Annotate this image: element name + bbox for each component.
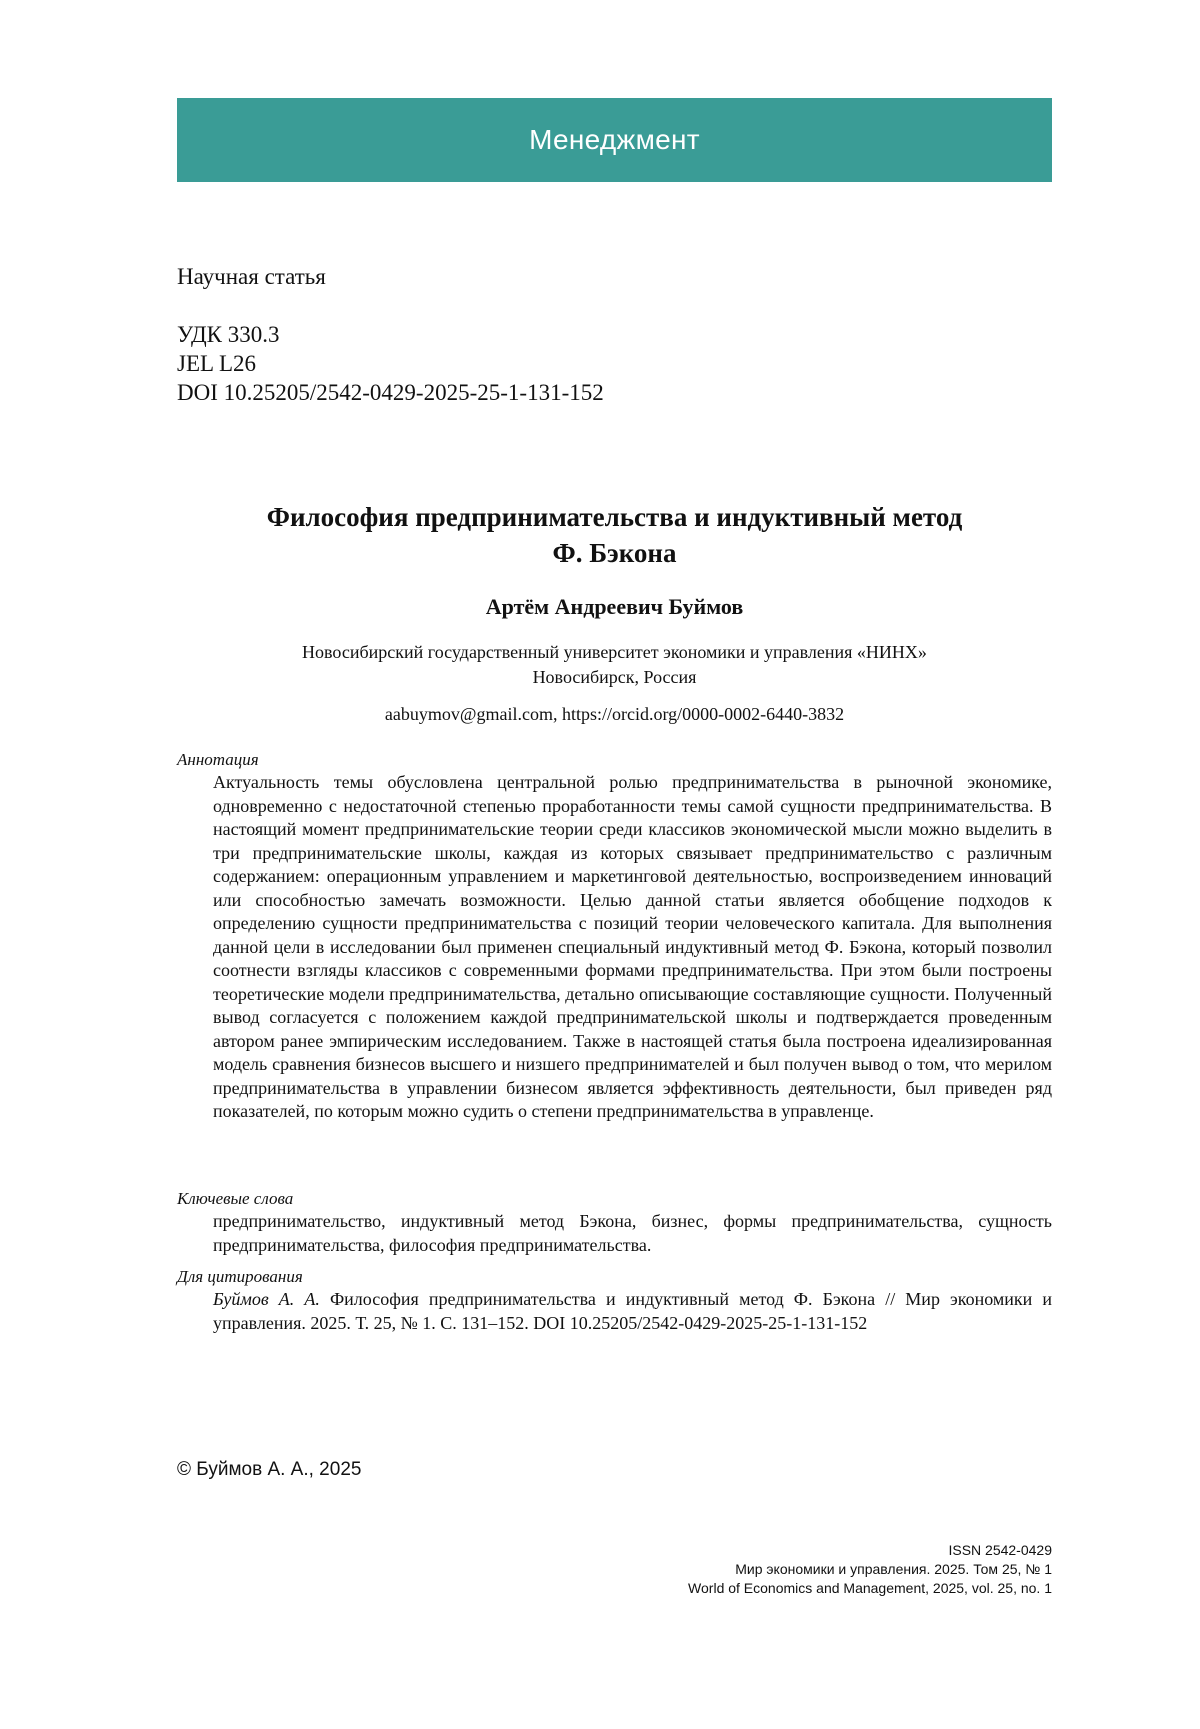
journal-footer <box>688 1541 1052 1598</box>
section-title: Менеджмент <box>529 124 700 155</box>
journal-name-en: World of Economics and Management, 2025, vol. 25, no. 1 <box>688 1580 1052 1596</box>
keywords-section <box>177 1188 1052 1257</box>
article-type: Научная статья <box>177 264 326 289</box>
article-title <box>177 499 1052 571</box>
author-name: Артём Андреевич Буймов <box>485 594 744 619</box>
jel-code: JEL L26 <box>177 351 256 376</box>
keywords-text: предпринимательство, индуктивный метод Бэкона, бизнес, формы предпринимательства, сущность предпринимательства, философия предпринимательства. <box>213 1211 1052 1255</box>
copyright-notice: © Буймов А. А., 2025 <box>177 1459 362 1480</box>
keywords-label: Ключевые слова <box>177 1189 294 1208</box>
udk-code: УДК 330.3 <box>177 322 280 347</box>
abstract-label: Аннотация <box>177 750 259 769</box>
author-affiliation <box>177 640 1052 690</box>
article-title-line-2: Ф. Бэкона <box>552 538 677 568</box>
affiliation-line-2: Новосибирск, Россия <box>532 667 697 687</box>
citation-section <box>177 1266 1052 1335</box>
journal-name-ru: Мир экономики и управления. 2025. Том 25, № 1 <box>735 1561 1052 1577</box>
abstract-section <box>177 749 1052 1124</box>
citation-reference: Философия предпринимательства и индуктивный метод Ф. Бэкона // Мир экономики и управления. 2025. Т. 25, № 1. С. 131–152. DOI 10.25205/2542-0429-2025-25-1-131-152 <box>213 1289 1052 1333</box>
doi-code: DOI 10.25205/2542-0429-2025-25-1-131-152 <box>177 380 604 405</box>
author-contacts: aabuymov@gmail.com, https://orcid.org/0000-0002-6440-3832 <box>384 704 845 724</box>
citation-text <box>213 1288 1052 1335</box>
affiliation-line-1: Новосибирский государственный университет экономики и управления «НИНХ» <box>302 642 927 662</box>
citation-author: Буймов А. А. <box>213 1289 320 1309</box>
section-banner <box>177 98 1052 182</box>
article-identifiers <box>177 320 604 407</box>
article-title-line-1: Философия предпринимательства и индуктивный метод <box>266 502 963 532</box>
abstract-text: Актуальность темы обусловлена центральной ролью предпринимательства в рыночной экономике, одновременно с недостаточной степенью проработанности темы самой сущности предпринимательства. В настоящий момент предпринимательские теории среди классиков экономической мысли можно выделить в три предпринимательские школы, каждая из которых связывает предпринимательство с различным содержанием: операционным управлением и маркетинговой деятельностью, воспроизведением инноваций или способностью замечать возможности. Целью данной статьи является обобщение подходов к определению сущности предпринимательства с позиций теории человеческого капитала. Для выполнения данной цели в исследовании был применен специальный индуктивный метод Ф. Бэкона, который позволил соотнести взгляды классиков с современными формами предпринимательства. При этом были построены теоретические модели предпринимательства, детально описывающие составляющие сущности. Полученный вывод согласуется с положением каждой предпринимательской школы и подтверждается проведенным автором ранее эмпирическим исследованием. Также в настоящей статья была построена идеализированная модель сравнения бизнесов высшего и низшего предпринимателей и был получен вывод о том, что мерилом предпринимательства в управлении бизнесом является эффективность деятельности, был приведен ряд показателей, по которым можно судить о степени предпринимательства в управленце. <box>213 772 1052 1121</box>
issn: ISSN 2542-0429 <box>948 1542 1052 1558</box>
citation-label: Для цитирования <box>177 1267 303 1286</box>
